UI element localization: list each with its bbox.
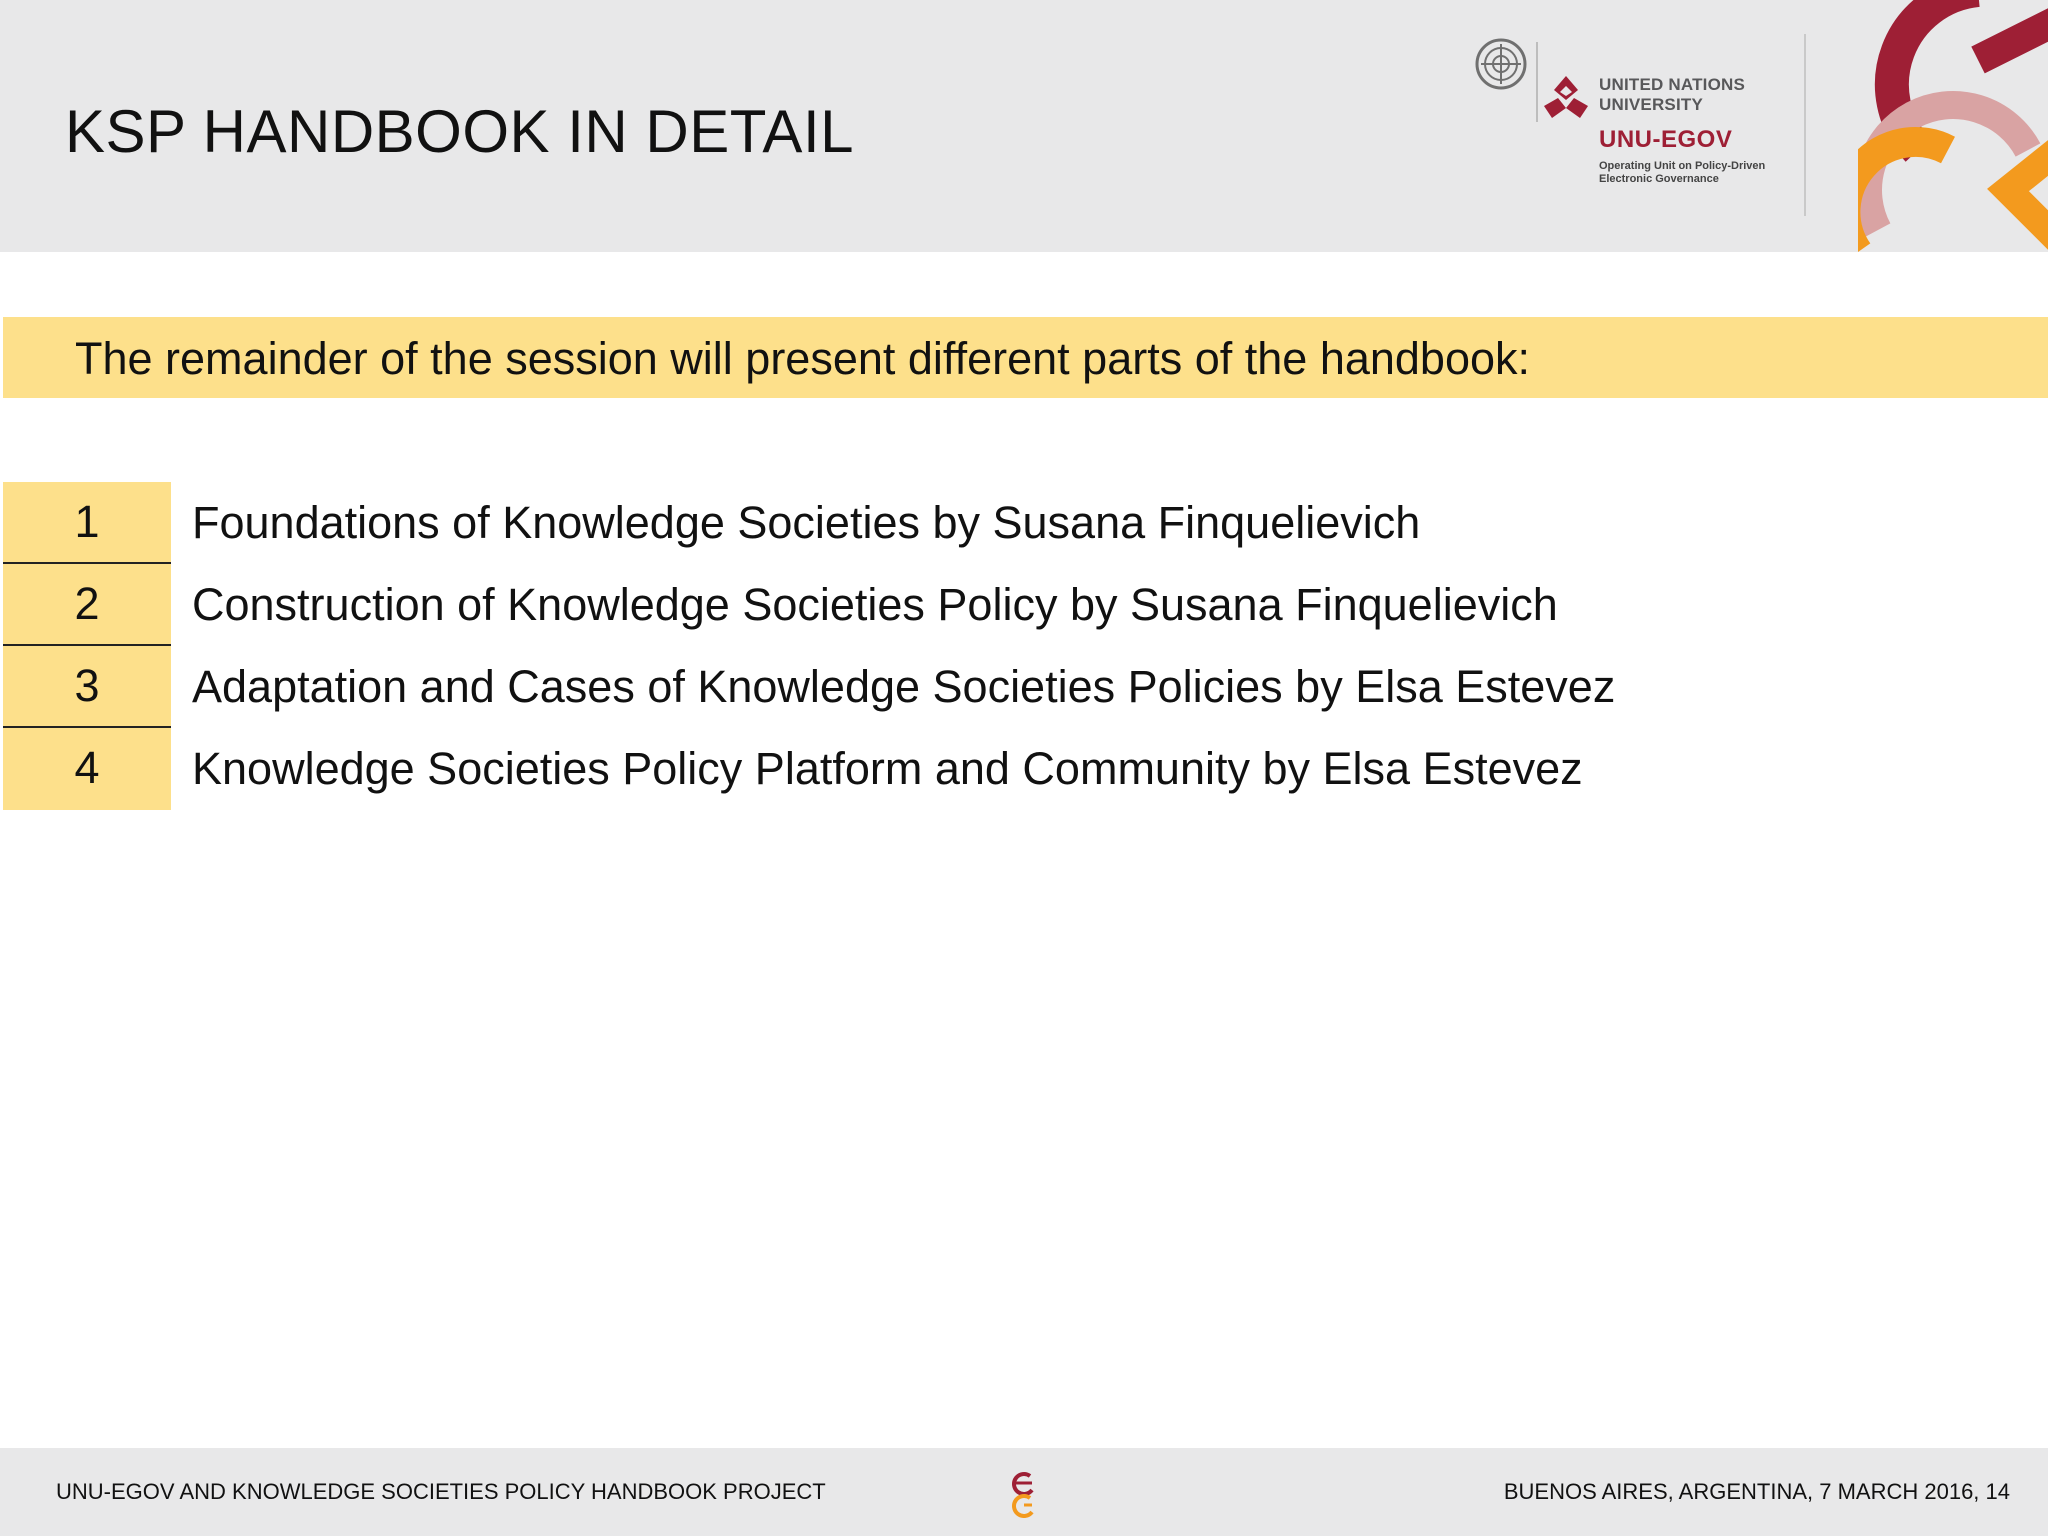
part-number: 2 xyxy=(3,564,171,646)
slide-footer xyxy=(0,1448,2048,1536)
list-item xyxy=(3,646,1703,728)
unu-egov-logo xyxy=(1470,34,1820,224)
intro-text: The remainder of the session will present different parts of the handbook: xyxy=(75,333,1531,384)
slide-title: KSP HANDBOOK IN DETAIL xyxy=(65,98,854,165)
part-title: Foundations of Knowledge Societies by Susana Finquelievich xyxy=(192,497,1421,548)
handbook-parts-list xyxy=(3,482,1703,810)
intro-banner xyxy=(3,317,2048,398)
list-item xyxy=(3,564,1703,646)
slide-header xyxy=(0,0,2048,252)
egov-mini-logo-icon xyxy=(1008,1468,1040,1518)
part-title: Adaptation and Cases of Knowledge Societies Policies by Elsa Estevez xyxy=(192,661,1616,712)
logo-divider xyxy=(1536,42,1538,122)
part-number: 4 xyxy=(3,728,171,810)
part-number: 3 xyxy=(3,646,171,728)
part-title: Knowledge Societies Policy Platform and Community by Elsa Estevez xyxy=(192,743,1583,794)
header-divider xyxy=(1804,34,1806,216)
decorative-swirl-icon xyxy=(1858,0,2048,252)
unit-tagline: Operating Unit on Policy-Driven Electronic Governance xyxy=(1599,160,1766,185)
part-number: 1 xyxy=(3,482,171,564)
unu-mark-icon xyxy=(1540,72,1592,124)
university-name: UNITED NATIONS UNIVERSITY xyxy=(1599,75,1746,114)
un-emblem-icon xyxy=(1475,38,1527,90)
list-item xyxy=(3,728,1703,810)
list-item xyxy=(3,482,1703,564)
part-title: Construction of Knowledge Societies Policy by Susana Finquelievich xyxy=(192,579,1558,630)
unit-name: UNU-EGOV xyxy=(1599,126,1733,153)
footer-project-name: UNU-EGOV AND KNOWLEDGE SOCIETIES POLICY HANDBOOK PROJECT xyxy=(56,1479,826,1504)
footer-location-date-page: BUENOS AIRES, ARGENTINA, 7 MARCH 2016, 14 xyxy=(1503,1479,2010,1504)
